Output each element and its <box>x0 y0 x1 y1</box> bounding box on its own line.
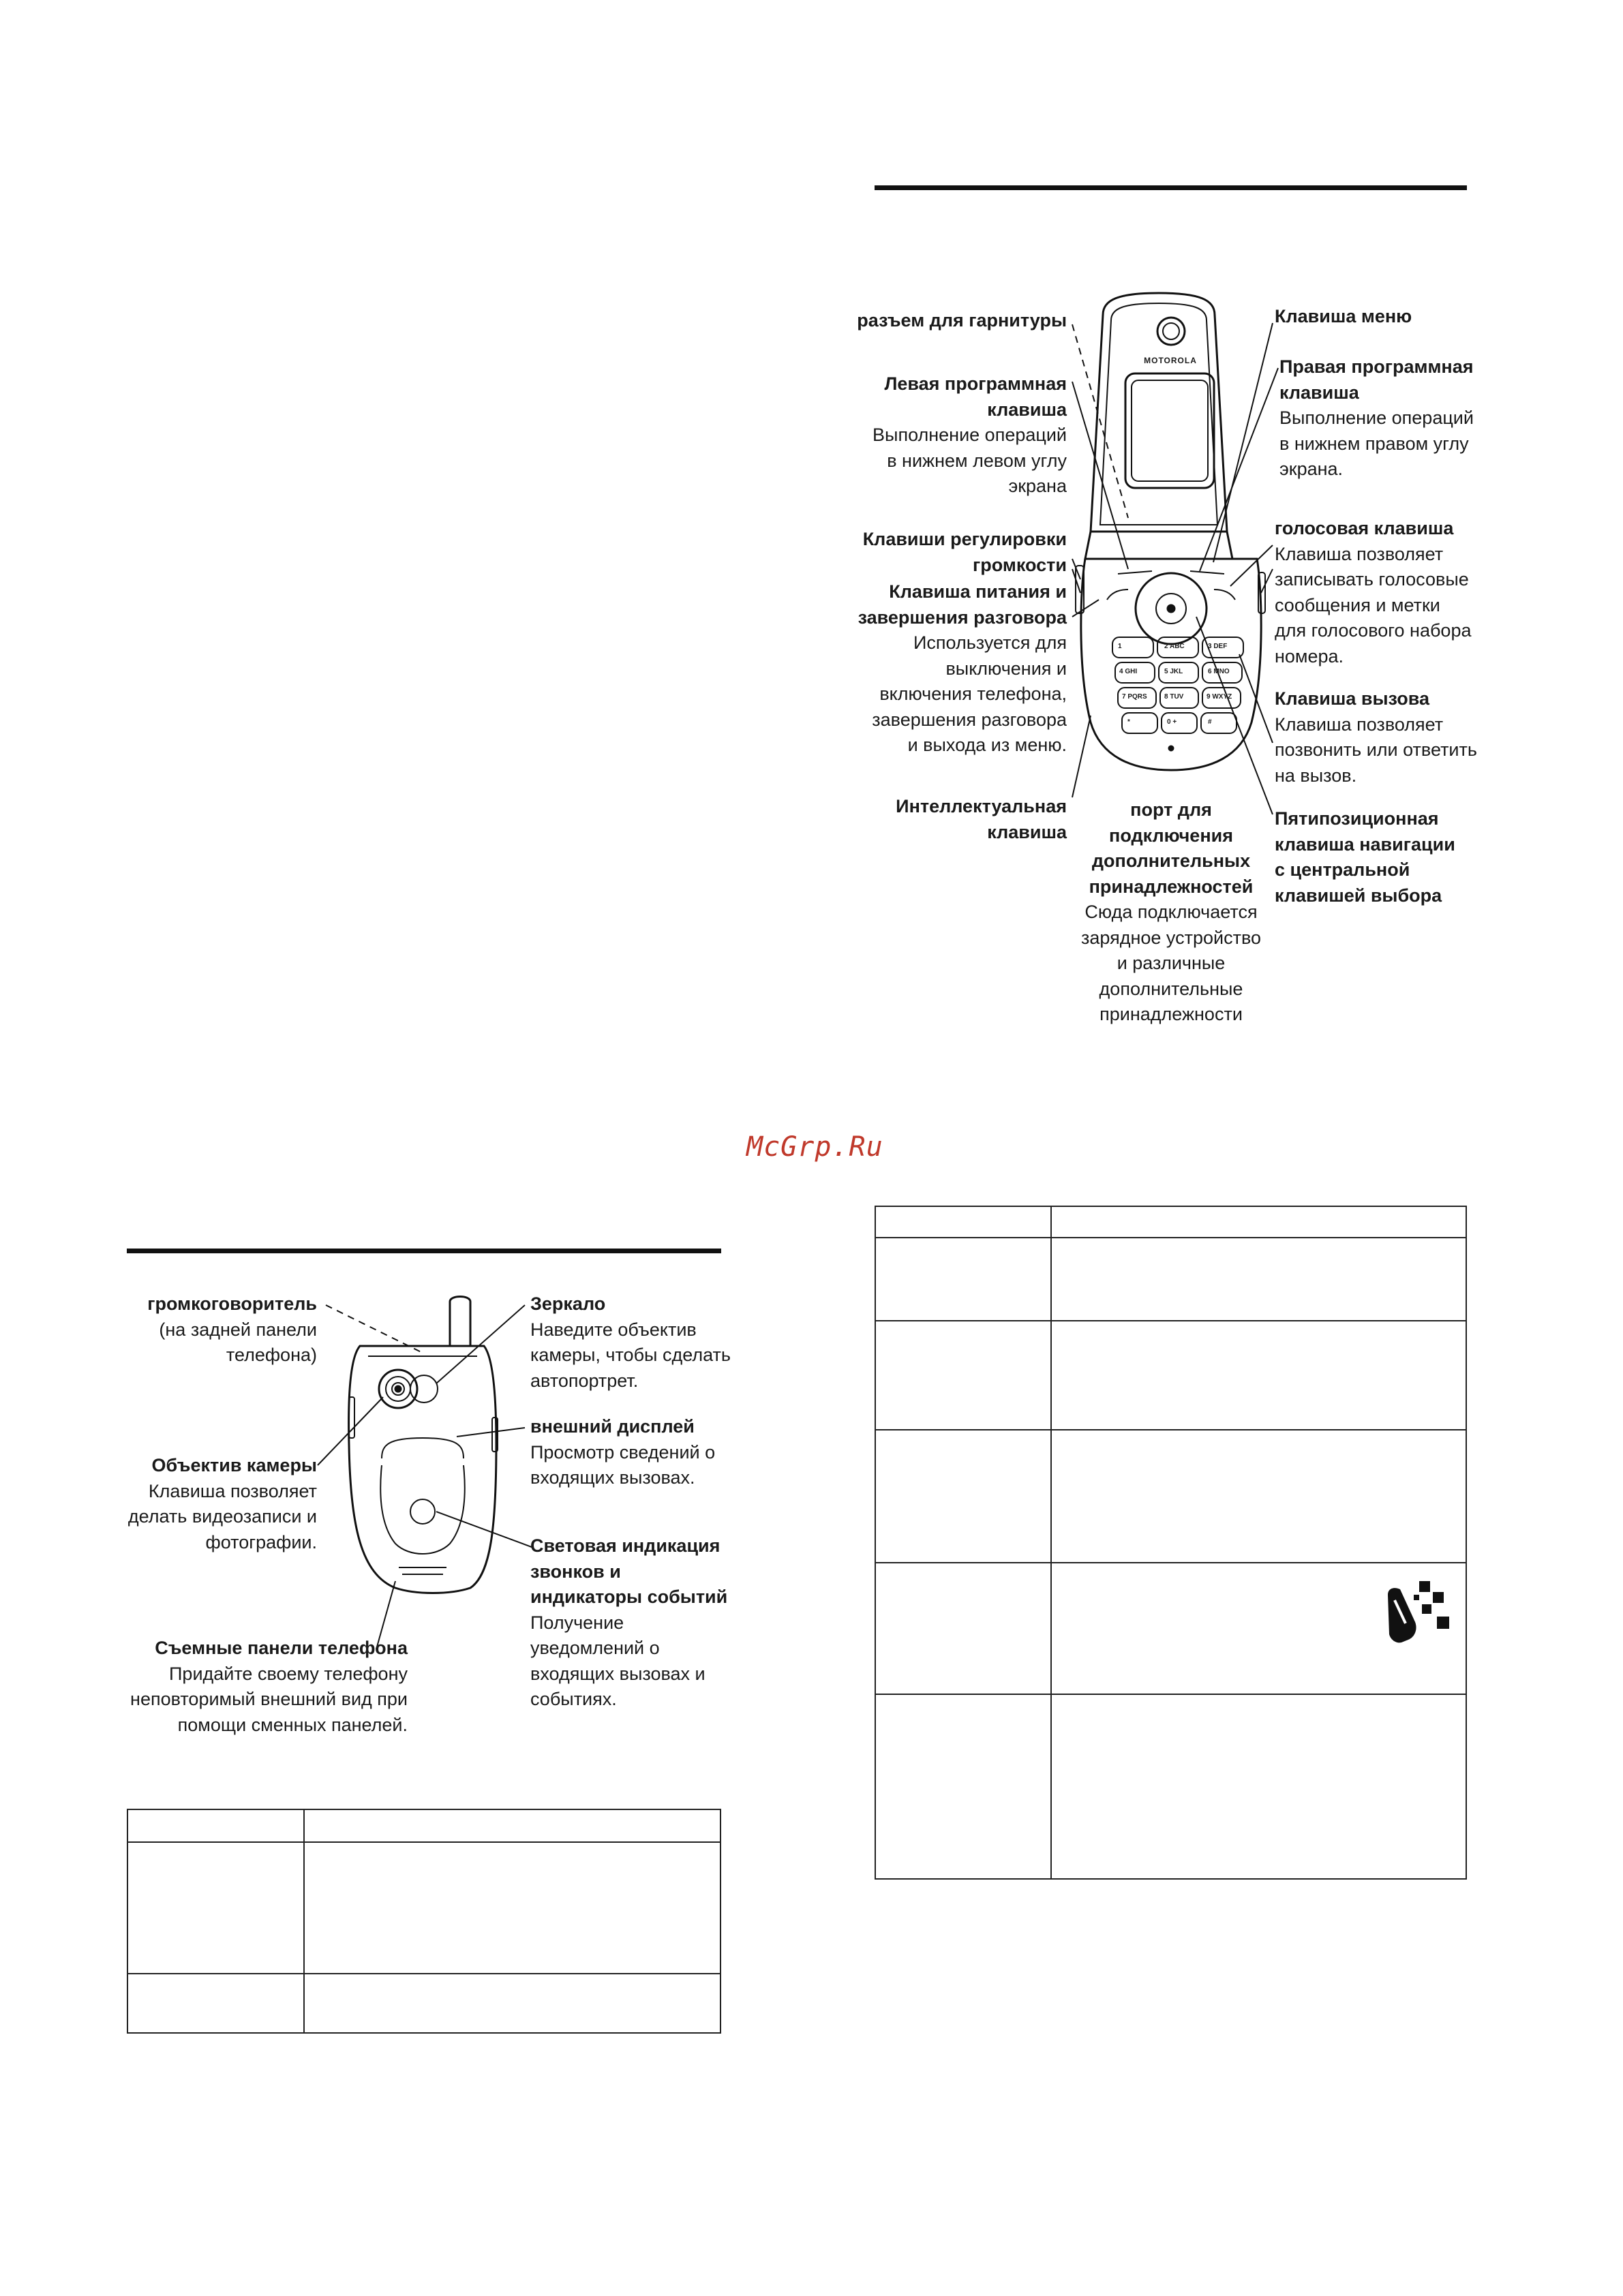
watermark: McGrp.Ru <box>746 1131 883 1163</box>
table-row <box>875 1321 1466 1430</box>
label-mirror: Зеркало Наведите объектив камеры, чтобы сделать автопортрет. <box>530 1294 731 1391</box>
key-star[interactable]: * <box>1127 718 1130 726</box>
table-row <box>127 1974 721 2033</box>
key-9[interactable]: 9 WXYZ <box>1207 693 1232 701</box>
phone-brand: MOTOROLA <box>1144 356 1197 365</box>
key-8[interactable]: 8 TUV <box>1164 693 1184 701</box>
table-row <box>875 1206 1466 1238</box>
label-removable-covers: Съемные панели телефона Придайте своему телефону неповторимый внешний вид при помощи сменных панелей. <box>130 1638 408 1735</box>
label-accessory-port: порт для подключения дополнительных принадлежностей Сюда подключается зарядное устройство и различные дополнительные принадлежности <box>1080 799 1262 1024</box>
key-6[interactable]: 6 MNO <box>1208 668 1230 675</box>
table-right <box>875 1206 1467 1880</box>
label-led-indicators: Световая индикация звонков и индикаторы событий Получение уведомлений о входящих вызовах и событиях. <box>530 1535 728 1709</box>
table-row <box>875 1238 1466 1321</box>
key-4[interactable]: 4 GHI <box>1119 668 1138 675</box>
table-row <box>875 1430 1466 1563</box>
label-nav-key: Пятипозиционная клавиша навигации с центральной клавишей выбора <box>1275 808 1455 906</box>
label-external-display: внешний дисплей Просмотр сведений о входящих вызовах. <box>530 1416 716 1488</box>
label-menu-key: Клавиша меню <box>1275 306 1412 326</box>
table-row <box>127 1842 721 1974</box>
label-speaker: громкоговоритель (на задней панели телефона) <box>147 1294 317 1365</box>
table-row <box>875 1694 1466 1879</box>
key-hash[interactable]: # <box>1208 718 1212 726</box>
key-0[interactable]: 0 + <box>1167 718 1177 726</box>
label-right-soft-key: Правая программная клавиша Выполнение операций в нижнем правом углу экрана. <box>1279 356 1474 479</box>
key-3[interactable]: 3 DEF <box>1208 643 1228 650</box>
phone-feature-icon <box>1374 1574 1456 1656</box>
label-voice-key: голосовая клавиша Клавиша позволяет записывать голосовые сообщения и метки для голосового набора номера. <box>1275 518 1472 667</box>
label-call-key: Клавиша вызова Клавиша позволяет позвонить или ответить на вызов. <box>1275 688 1477 786</box>
label-volume-keys: Клавиши регулировки громкости <box>862 529 1067 575</box>
label-smart-key: Интеллектуальная клавиша <box>896 796 1067 842</box>
table-row <box>127 1809 721 1842</box>
table-row <box>875 1563 1466 1694</box>
key-1[interactable]: 1 <box>1118 643 1122 650</box>
label-power-end-key: Клавиша питания и завершения разговора Используется для выключения и включения телефона, завершения разговора и выхода из меню. <box>858 581 1067 755</box>
label-left-soft-key: Левая программная клавиша Выполнение операций в нижнем левом углу экрана <box>873 373 1067 496</box>
table-bottom-left <box>127 1809 721 2034</box>
label-headset-jack: разъем для гарнитуры <box>857 310 1067 331</box>
key-7[interactable]: 7 PQRS <box>1122 693 1147 701</box>
label-camera-lens: Объектив камеры Клавиша позволяет делать видеозаписи и фотографии. <box>127 1455 317 1552</box>
key-5[interactable]: 5 JKL <box>1164 668 1183 675</box>
key-2[interactable]: 2 ABC <box>1164 643 1185 650</box>
